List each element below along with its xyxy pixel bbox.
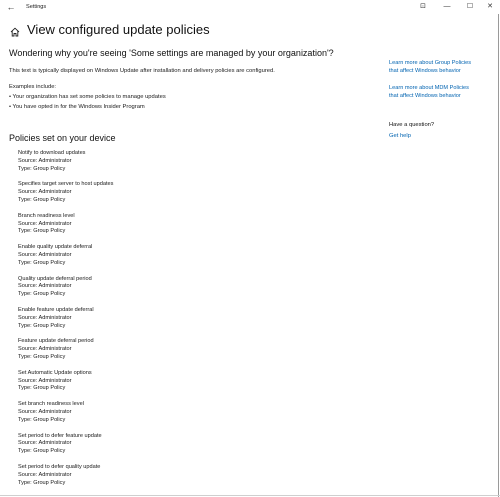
policy-item	[18, 370, 318, 401]
examples-label: Examples include:	[9, 84, 57, 90]
intro-subheading: Wondering why you're seeing 'Some settings are managed by your organization'?	[9, 48, 334, 58]
policy-type: Type: Group Policy	[18, 479, 66, 486]
policy-list	[18, 150, 318, 495]
policy-item	[18, 338, 318, 369]
policy-source: Source: Administrator	[18, 251, 72, 258]
policy-type: Type: Group Policy	[18, 196, 66, 203]
close-button[interactable]: ✕	[487, 3, 493, 10]
policy-name: Set period to defer quality update	[18, 463, 101, 470]
policy-name: Enable quality update deferral	[18, 244, 93, 251]
mdm-policies-link-line1: Learn more about MDM Policies	[389, 85, 469, 91]
minimize-button[interactable]: —	[443, 3, 451, 10]
policy-type: Type: Group Policy	[18, 228, 66, 235]
group-policies-link-line1: Learn more about Group Policies	[389, 60, 472, 66]
sidebar-links	[389, 59, 497, 100]
policy-type: Type: Group Policy	[18, 448, 66, 455]
policy-item	[18, 181, 318, 212]
focus-mode-icon[interactable]: ⊡	[420, 3, 426, 10]
policy-source: Source: Administrator	[18, 189, 72, 196]
policy-type: Type: Group Policy	[18, 353, 66, 360]
policy-type: Type: Group Policy	[18, 416, 66, 423]
mdm-policies-link[interactable]	[389, 84, 497, 100]
window-title: Settings	[26, 4, 47, 10]
policy-name: Notify to download updates	[18, 150, 86, 156]
policy-type: Type: Group Policy	[18, 291, 66, 298]
policy-name: Specifies target server to host updates	[18, 181, 114, 188]
policy-source: Source: Administrator	[18, 220, 72, 227]
question-label: Have a question?	[389, 122, 435, 128]
policy-name: Enable feature update deferral	[18, 306, 94, 313]
policy-name: Set period to defer feature update	[18, 432, 102, 439]
policy-source: Source: Administrator	[18, 314, 72, 321]
policy-type: Type: Group Policy	[18, 385, 66, 392]
window-border-bottom	[0, 495, 500, 496]
policy-item	[18, 276, 318, 307]
window-border-right	[498, 14, 499, 497]
get-help-link[interactable]: Get help	[389, 133, 411, 139]
policies-heading: Policies set on your device	[9, 133, 116, 143]
policy-item	[18, 244, 318, 275]
page-title: View configured update policies	[27, 22, 210, 37]
group-policies-link-line2: that affect Windows behavior	[389, 68, 461, 74]
title-bar	[0, 0, 500, 14]
policy-source: Source: Administrator	[18, 471, 72, 478]
policy-type: Type: Group Policy	[18, 322, 66, 329]
example-item: • You have opted in for the Windows Insider Program	[9, 104, 145, 110]
policy-name: Set Automatic Update options	[18, 369, 92, 376]
policy-item	[18, 464, 318, 495]
group-policies-link[interactable]	[389, 59, 497, 75]
policy-source: Source: Administrator	[18, 377, 72, 384]
mdm-policies-link-line2: that affect Windows behavior	[389, 93, 461, 99]
policy-type: Type: Group Policy	[18, 259, 66, 266]
policy-name: Branch readiness level	[18, 212, 75, 219]
maximize-button[interactable]: ☐	[466, 3, 474, 10]
policy-item	[18, 307, 318, 338]
policy-source: Source: Administrator	[18, 440, 72, 447]
policy-type: Type: Group Policy	[18, 165, 66, 172]
policy-name: Feature update deferral period	[18, 338, 94, 345]
policy-item	[18, 433, 318, 464]
intro-text: This text is typically displayed on Windows Update after installation and delivery policies are configured.	[9, 68, 275, 74]
policy-name: Set branch readiness level	[18, 401, 84, 408]
policy-source: Source: Administrator	[18, 157, 72, 164]
policy-source: Source: Administrator	[18, 283, 72, 290]
back-arrow-icon[interactable]: ←	[6, 2, 16, 12]
policy-item	[18, 150, 318, 181]
policy-item	[18, 213, 318, 244]
policy-source: Source: Administrator	[18, 408, 72, 415]
policy-item	[18, 401, 318, 432]
example-item: • Your organization has set some policies to manage updates	[9, 94, 166, 100]
page-header	[10, 20, 210, 40]
home-icon[interactable]	[10, 24, 22, 36]
intro-section	[9, 46, 379, 111]
policy-source: Source: Administrator	[18, 346, 72, 353]
policy-name: Quality update deferral period	[18, 275, 92, 282]
